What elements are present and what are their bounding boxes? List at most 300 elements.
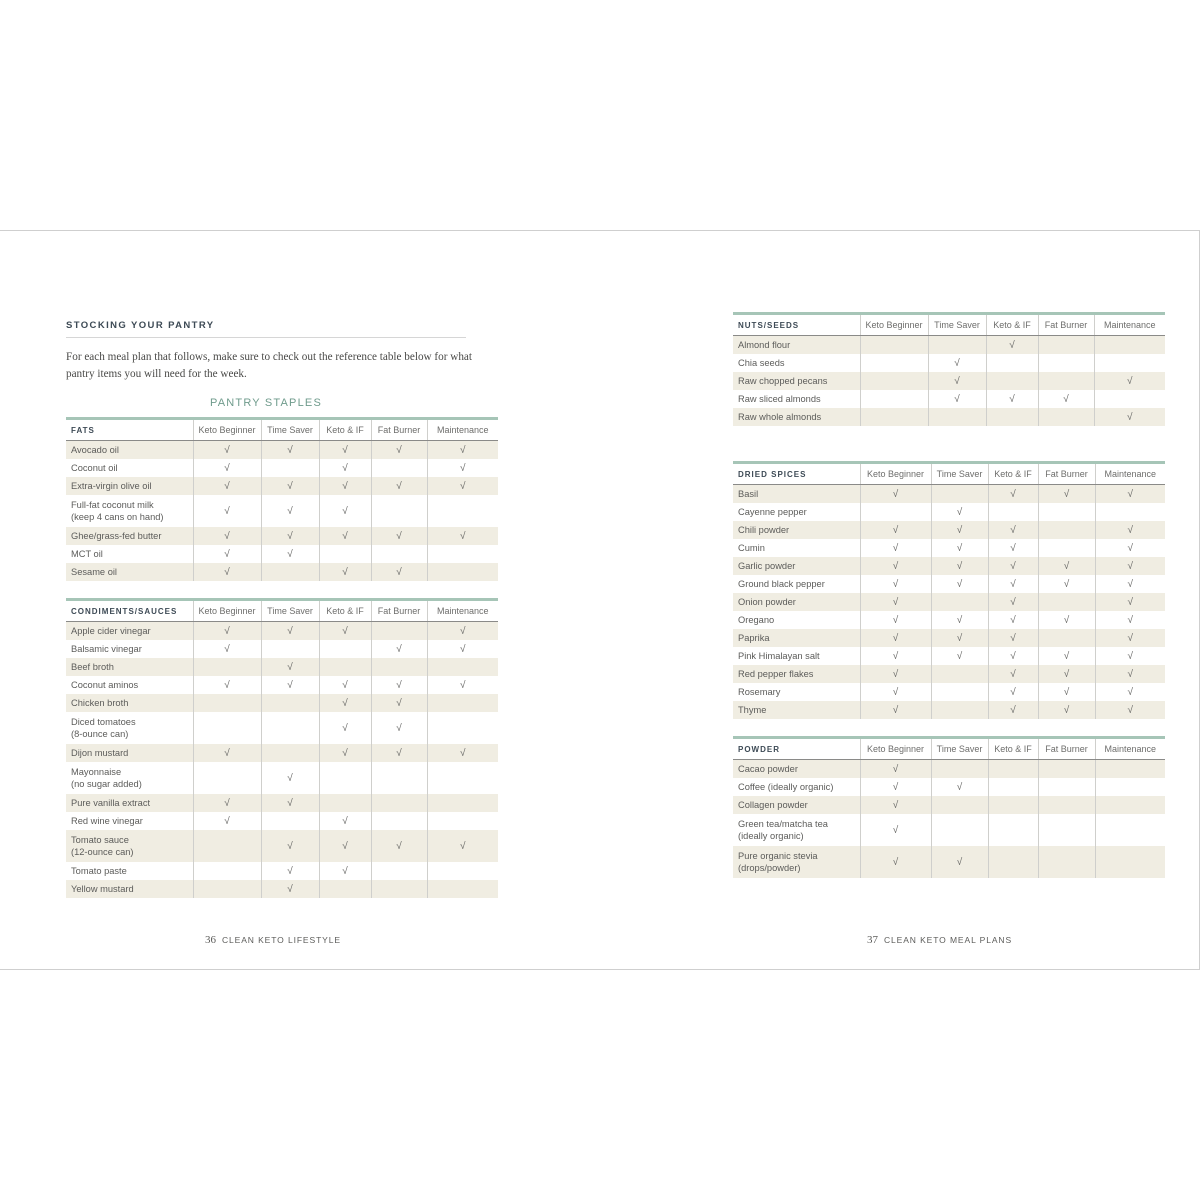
plan-cell <box>860 611 931 629</box>
pantry-item: Red pepper flakes <box>733 665 860 683</box>
section-title: STOCKING YOUR PANTRY <box>66 320 215 331</box>
check-mark: √ <box>892 799 899 811</box>
check-mark: √ <box>1127 411 1133 423</box>
check-mark: √ <box>1127 542 1133 554</box>
plan-cell <box>860 796 931 814</box>
plan-cell <box>261 830 319 862</box>
plan-cell <box>1038 372 1094 390</box>
check-mark: √ <box>460 840 466 852</box>
plan-cell <box>860 760 931 779</box>
plan-column-header: Maintenance <box>1095 738 1165 760</box>
check-mark: √ <box>956 560 963 572</box>
check-mark: √ <box>1009 393 1015 405</box>
plan-cell <box>988 575 1038 593</box>
check-mark: √ <box>287 505 293 517</box>
plan-cell <box>931 575 988 593</box>
plan-column-header: Keto & IF <box>988 738 1038 760</box>
check-mark: √ <box>342 865 348 877</box>
plan-cell <box>371 762 427 794</box>
table-row <box>733 354 1165 372</box>
check-mark: √ <box>1010 542 1016 554</box>
table-row <box>66 794 498 812</box>
table-row <box>66 563 498 581</box>
check-mark: √ <box>1063 578 1070 590</box>
plan-cell <box>427 812 498 830</box>
plan-cell <box>860 521 931 539</box>
check-mark: √ <box>892 668 899 680</box>
pantry-item: Apple cider vinegar <box>66 622 193 641</box>
pantry-item: Chili powder <box>733 521 860 539</box>
plan-cell <box>988 683 1038 701</box>
table-nuts-seeds <box>733 312 1165 426</box>
plan-column-header: Fat Burner <box>1038 738 1095 760</box>
pantry-item: Garlic powder <box>733 557 860 575</box>
category-label: FATS <box>66 419 193 441</box>
check-mark: √ <box>287 797 293 809</box>
plan-cell <box>193 459 261 477</box>
plan-cell <box>1038 521 1095 539</box>
check-mark: √ <box>1010 668 1016 680</box>
table-row <box>733 336 1165 355</box>
check-mark: √ <box>396 444 402 456</box>
plan-cell <box>319 477 371 495</box>
check-mark: √ <box>1127 614 1133 626</box>
plan-cell <box>1095 503 1165 521</box>
running-title-right: CLEAN KETO MEAL PLANS <box>884 935 1013 945</box>
check-mark: √ <box>1063 668 1070 680</box>
table-row <box>733 760 1165 779</box>
check-mark: √ <box>1010 488 1016 500</box>
plan-cell <box>1038 575 1095 593</box>
plan-cell <box>1094 354 1165 372</box>
plan-cell <box>261 812 319 830</box>
check-mark: √ <box>342 697 348 709</box>
check-mark: √ <box>1010 650 1016 662</box>
check-mark: √ <box>342 840 348 852</box>
table-row <box>66 622 498 641</box>
plan-column-header: Time Saver <box>261 600 319 622</box>
plan-cell <box>860 390 928 408</box>
check-mark: √ <box>342 722 348 734</box>
plan-cell <box>261 658 319 676</box>
plan-cell <box>1038 593 1095 611</box>
plan-cell <box>427 622 498 641</box>
plan-cell <box>860 683 931 701</box>
check-mark: √ <box>956 578 963 590</box>
check-mark: √ <box>342 462 348 474</box>
plan-cell <box>193 712 261 744</box>
table-row <box>66 862 498 880</box>
category-label: DRIED SPICES <box>733 463 860 485</box>
table-row <box>733 503 1165 521</box>
plan-cell <box>193 441 261 460</box>
table-row <box>733 796 1165 814</box>
check-mark: √ <box>287 661 293 673</box>
check-mark: √ <box>396 840 402 852</box>
plan-cell <box>1038 539 1095 557</box>
check-mark: √ <box>892 632 899 644</box>
check-mark: √ <box>1010 596 1016 608</box>
table-header-row <box>733 463 1165 485</box>
plan-cell <box>928 354 986 372</box>
check-mark: √ <box>892 824 899 836</box>
check-mark: √ <box>892 578 899 590</box>
check-mark: √ <box>956 632 963 644</box>
plan-cell <box>1095 485 1165 504</box>
table-row <box>733 485 1165 504</box>
pantry-item: Basil <box>733 485 860 504</box>
check-mark: √ <box>1127 668 1133 680</box>
check-mark: √ <box>342 480 348 492</box>
plan-cell <box>193 527 261 545</box>
plan-cell <box>1038 390 1094 408</box>
table-row <box>66 441 498 460</box>
plan-cell <box>261 676 319 694</box>
plan-cell <box>1038 683 1095 701</box>
plan-cell <box>1095 557 1165 575</box>
plan-cell <box>193 495 261 527</box>
plan-cell <box>319 744 371 762</box>
check-mark: √ <box>1127 704 1133 716</box>
plan-cell <box>1038 701 1095 719</box>
plan-cell <box>371 441 427 460</box>
category-label: POWDER <box>733 738 860 760</box>
check-mark: √ <box>287 625 293 637</box>
plan-cell <box>319 762 371 794</box>
plan-column-header: Keto & IF <box>986 314 1038 336</box>
plan-cell <box>860 539 931 557</box>
plan-cell <box>371 477 427 495</box>
plan-cell <box>261 477 319 495</box>
plan-cell <box>319 495 371 527</box>
check-mark: √ <box>287 840 293 852</box>
plan-cell <box>988 611 1038 629</box>
plan-column-header: Keto Beginner <box>860 463 931 485</box>
plan-cell <box>931 665 988 683</box>
check-mark: √ <box>1127 650 1133 662</box>
plan-cell <box>1095 796 1165 814</box>
plan-cell <box>261 712 319 744</box>
table-header-row <box>733 738 1165 760</box>
plan-cell <box>193 812 261 830</box>
plan-cell <box>1038 611 1095 629</box>
check-mark: √ <box>342 505 348 517</box>
check-mark: √ <box>892 596 899 608</box>
pantry-item: Almond flour <box>733 336 860 355</box>
pantry-item: Extra-virgin olive oil <box>66 477 193 495</box>
plan-cell <box>427 794 498 812</box>
plan-cell <box>860 575 931 593</box>
check-mark: √ <box>956 506 963 518</box>
pantry-item: Beef broth <box>66 658 193 676</box>
plan-cell <box>193 694 261 712</box>
table-row <box>66 459 498 477</box>
check-mark: √ <box>342 444 348 456</box>
check-mark: √ <box>224 815 230 827</box>
plan-cell <box>319 658 371 676</box>
plan-cell <box>1095 846 1165 878</box>
plan-cell <box>319 441 371 460</box>
plan-cell <box>319 830 371 862</box>
plan-cell <box>860 408 928 426</box>
pantry-item: Mayonnaise (no sugar added) <box>71 766 142 789</box>
plan-cell <box>931 503 988 521</box>
check-mark: √ <box>460 625 466 637</box>
plan-cell <box>928 408 986 426</box>
plan-column-header: Time Saver <box>931 463 988 485</box>
plan-cell <box>1038 629 1095 647</box>
plan-cell <box>371 658 427 676</box>
plan-cell <box>860 485 931 504</box>
check-mark: √ <box>956 542 963 554</box>
plan-cell <box>371 545 427 563</box>
check-mark: √ <box>460 444 466 456</box>
plan-cell <box>193 762 261 794</box>
category-label: NUTS/SEEDS <box>733 314 860 336</box>
plan-cell <box>427 563 498 581</box>
check-mark: √ <box>224 505 230 517</box>
check-mark: √ <box>224 480 230 492</box>
plan-cell <box>1038 503 1095 521</box>
check-mark: √ <box>892 650 899 662</box>
check-mark: √ <box>342 747 348 759</box>
check-mark: √ <box>342 679 348 691</box>
check-mark: √ <box>892 614 899 626</box>
plan-cell <box>371 495 427 527</box>
plan-column-header: Keto Beginner <box>860 738 931 760</box>
table-row <box>66 658 498 676</box>
table-row <box>66 495 498 527</box>
plan-cell <box>986 408 1038 426</box>
plan-cell <box>988 521 1038 539</box>
plan-cell <box>427 880 498 898</box>
plan-cell <box>860 354 928 372</box>
plan-column-header: Keto & IF <box>988 463 1038 485</box>
table-row <box>733 778 1165 796</box>
check-mark: √ <box>892 524 899 536</box>
check-mark: √ <box>1009 339 1015 351</box>
check-mark: √ <box>460 530 466 542</box>
plan-cell <box>988 760 1038 779</box>
plan-column-header: Keto Beginner <box>193 419 261 441</box>
plan-cell <box>1038 760 1095 779</box>
check-mark: √ <box>287 883 293 895</box>
plan-cell <box>371 640 427 658</box>
plan-cell <box>319 622 371 641</box>
check-mark: √ <box>224 679 230 691</box>
check-mark: √ <box>1127 632 1133 644</box>
running-title-left: CLEAN KETO LIFESTYLE <box>222 935 341 945</box>
table-row <box>733 557 1165 575</box>
check-mark: √ <box>1010 632 1016 644</box>
check-mark: √ <box>892 763 899 775</box>
plan-cell <box>1095 665 1165 683</box>
pantry-item: MCT oil <box>71 548 103 559</box>
check-mark: √ <box>892 704 899 716</box>
check-mark: √ <box>1063 488 1070 500</box>
plan-cell <box>261 744 319 762</box>
pantry-item: Onion powder <box>733 593 860 611</box>
plan-cell <box>371 622 427 641</box>
plan-column-header: Fat Burner <box>1038 463 1095 485</box>
table-row <box>733 539 1165 557</box>
category-label: CONDIMENTS/SAUCES <box>66 600 193 622</box>
plan-cell <box>931 701 988 719</box>
plan-column-header: Fat Burner <box>1038 314 1094 336</box>
plan-column-header: Time Saver <box>931 738 988 760</box>
table-row <box>733 665 1165 683</box>
plan-cell <box>427 527 498 545</box>
table-row <box>733 814 1165 846</box>
plan-cell <box>193 744 261 762</box>
check-mark: √ <box>1127 375 1133 387</box>
plan-cell <box>860 647 931 665</box>
plan-cell <box>319 862 371 880</box>
check-mark: √ <box>1010 614 1016 626</box>
plan-cell <box>986 390 1038 408</box>
plan-column-header: Time Saver <box>261 419 319 441</box>
pantry-item: Diced tomatoes (8-ounce can) <box>71 716 136 739</box>
plan-cell <box>931 814 988 846</box>
pantry-item: Collagen powder <box>733 796 860 814</box>
table-row <box>733 647 1165 665</box>
check-mark: √ <box>342 625 348 637</box>
plan-cell <box>988 701 1038 719</box>
plan-cell <box>193 880 261 898</box>
check-mark: √ <box>1063 393 1069 405</box>
check-mark: √ <box>396 747 402 759</box>
plan-cell <box>860 814 931 846</box>
pantry-item: Chia seeds <box>738 357 785 368</box>
plan-cell <box>1095 611 1165 629</box>
plan-cell <box>319 563 371 581</box>
check-mark: √ <box>224 566 230 578</box>
check-mark: √ <box>287 772 293 784</box>
table-row <box>66 527 498 545</box>
check-mark: √ <box>1127 488 1133 500</box>
check-mark: √ <box>224 530 230 542</box>
check-mark: √ <box>224 548 230 560</box>
pantry-item: Balsamic vinegar <box>71 643 142 654</box>
plan-cell <box>860 593 931 611</box>
pantry-item: Sesame oil <box>66 563 193 581</box>
plan-cell <box>261 640 319 658</box>
table-row <box>733 408 1165 426</box>
plan-cell <box>1038 665 1095 683</box>
plan-cell <box>261 441 319 460</box>
plan-cell <box>1038 814 1095 846</box>
plan-cell <box>371 812 427 830</box>
pantry-item: Raw sliced almonds <box>738 393 821 404</box>
plan-cell <box>319 694 371 712</box>
check-mark: √ <box>1063 560 1070 572</box>
plan-cell <box>928 390 986 408</box>
check-mark: √ <box>1010 686 1016 698</box>
pantry-item: Pure vanilla extract <box>66 794 193 812</box>
table-row <box>66 640 498 658</box>
plan-cell <box>261 694 319 712</box>
check-mark: √ <box>460 480 466 492</box>
table-row <box>66 676 498 694</box>
plan-cell <box>860 336 928 355</box>
pantry-item: Tomato paste <box>71 865 127 876</box>
plan-cell <box>1094 336 1165 355</box>
table-header-row <box>733 314 1165 336</box>
plan-cell <box>988 665 1038 683</box>
plan-cell <box>860 629 931 647</box>
plan-cell <box>1038 796 1095 814</box>
plan-cell <box>261 545 319 563</box>
check-mark: √ <box>1127 596 1133 608</box>
check-mark: √ <box>342 566 348 578</box>
plan-cell <box>928 336 986 355</box>
pantry-item: Yellow mustard <box>66 880 193 898</box>
plan-column-header: Time Saver <box>928 314 986 336</box>
pantry-item: Oregano <box>738 614 775 625</box>
plan-cell <box>931 593 988 611</box>
check-mark: √ <box>224 444 230 456</box>
table-row <box>733 575 1165 593</box>
plan-cell <box>860 778 931 796</box>
plan-cell <box>427 545 498 563</box>
plan-cell <box>931 796 988 814</box>
plan-cell <box>931 557 988 575</box>
check-mark: √ <box>396 679 402 691</box>
plan-cell <box>931 485 988 504</box>
plan-cell <box>860 701 931 719</box>
title-rule <box>66 337 466 338</box>
check-mark: √ <box>892 781 899 793</box>
table-row <box>733 683 1165 701</box>
check-mark: √ <box>954 375 960 387</box>
plan-cell <box>988 778 1038 796</box>
plan-cell <box>1094 390 1165 408</box>
plan-cell <box>1095 760 1165 779</box>
check-mark: √ <box>1127 560 1133 572</box>
pantry-item: Pure organic stevia (drops/powder) <box>733 846 860 878</box>
check-mark: √ <box>396 643 402 655</box>
plan-cell <box>427 676 498 694</box>
pantry-item: Cumin <box>738 542 765 553</box>
plan-cell <box>427 762 498 794</box>
pantry-item: Raw whole almonds <box>733 408 860 426</box>
plan-cell <box>427 830 498 862</box>
check-mark: √ <box>956 856 963 868</box>
plan-cell <box>319 545 371 563</box>
plan-cell <box>860 665 931 683</box>
plan-cell <box>931 539 988 557</box>
plan-cell <box>427 441 498 460</box>
plan-cell <box>371 794 427 812</box>
plan-column-header: Fat Burner <box>371 419 427 441</box>
plan-cell <box>261 862 319 880</box>
plan-column-header: Maintenance <box>1095 463 1165 485</box>
plan-cell <box>371 880 427 898</box>
plan-cell <box>1095 521 1165 539</box>
pantry-item: Pink Himalayan salt <box>738 650 820 661</box>
check-mark: √ <box>396 697 402 709</box>
plan-cell <box>193 640 261 658</box>
table-row <box>66 830 498 862</box>
plan-cell <box>986 372 1038 390</box>
check-mark: √ <box>1063 704 1070 716</box>
plan-cell <box>860 846 931 878</box>
check-mark: √ <box>1127 524 1133 536</box>
plan-cell <box>1038 647 1095 665</box>
check-mark: √ <box>287 480 293 492</box>
plan-column-header: Keto Beginner <box>193 600 261 622</box>
table-header-row <box>66 419 498 441</box>
